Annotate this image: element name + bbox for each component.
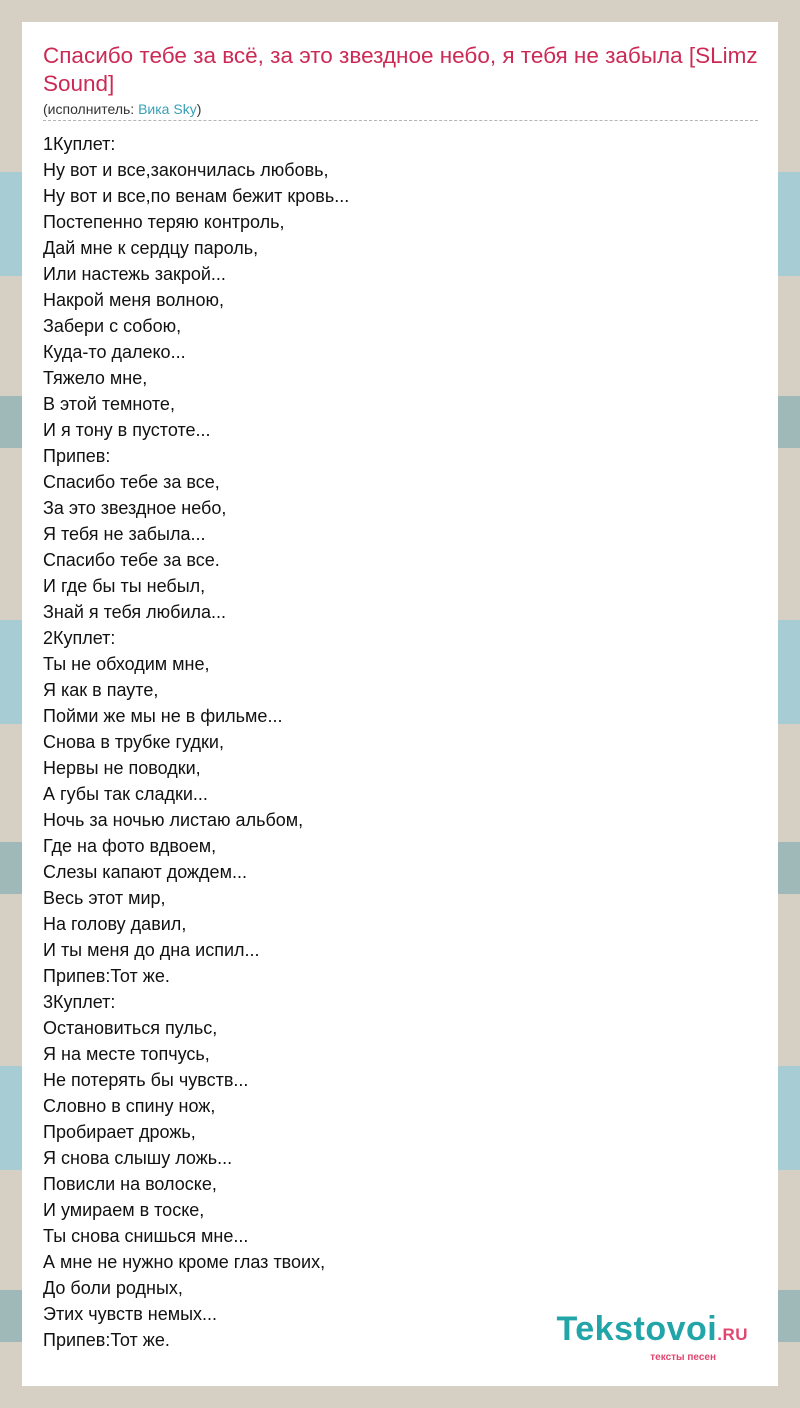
logo-tld: .RU [717, 1325, 748, 1344]
lyric-line: Я тебя не забыла... [43, 524, 206, 544]
lyric-line: Я снова слышу ложь... [43, 1148, 233, 1168]
lyrics-text [43, 131, 758, 1353]
lyrics-card [22, 22, 778, 1386]
lyric-line: Накрой меня волною, [43, 290, 224, 310]
logo-name: Tekstovoi [556, 1310, 718, 1348]
lyric-line: 2Куплет: [43, 628, 116, 648]
lyric-line: Припев: [43, 446, 111, 466]
lyric-line: И умираем в тоске, [43, 1200, 205, 1220]
lyric-line: И я тону в пустоте... [43, 420, 211, 440]
lyric-line: Где на фото вдвоем, [43, 836, 217, 856]
lyric-line: Ты снова снишься мне... [43, 1226, 249, 1246]
lyric-line: Ты не обходим мне, [43, 654, 210, 674]
lyric-line: Забери с собою, [43, 316, 182, 336]
artist-line [43, 100, 758, 121]
lyric-line: Этих чувств немых... [43, 1304, 218, 1324]
lyric-line: Знай я тебя любила... [43, 602, 227, 622]
lyric-line: За это звездное небо, [43, 498, 227, 518]
artist-prefix: (исполнитель: [43, 101, 139, 117]
lyric-line: Пойми же мы не в фильме... [43, 706, 283, 726]
lyric-line: В этой темноте, [43, 394, 175, 414]
lyric-line: Весь этот мир, [43, 888, 166, 908]
lyric-line: Куда-то далеко... [43, 342, 186, 362]
lyric-line: Припев:Тот же. [43, 1330, 170, 1350]
lyric-line: Нервы не поводки, [43, 758, 201, 778]
lyric-line: Дай мне к сердцу пароль, [43, 238, 259, 258]
lyric-line: 3Куплет: [43, 992, 116, 1012]
lyric-line: Спасибо тебе за все. [43, 550, 220, 570]
lyric-line: Я на месте топчусь, [43, 1044, 210, 1064]
lyric-line: Постепенно теряю контроль, [43, 212, 285, 232]
lyric-line: Снова в трубке гудки, [43, 732, 224, 752]
lyric-line: Повисли на волоске, [43, 1174, 217, 1194]
lyric-line: Тяжело мне, [43, 368, 148, 388]
lyric-line: Спасибо тебе за все, [43, 472, 220, 492]
lyric-line: Ну вот и все,по венам бежит кровь... [43, 186, 350, 206]
song-title: Спасибо тебе за всё, за это звездное небо, я тебя не забыла [SLimz Sound] [43, 43, 758, 96]
lyric-line: Слезы капают дождем... [43, 862, 247, 882]
lyric-line: Словно в спину нож, [43, 1096, 216, 1116]
lyric-line: А мне не нужно кроме глаз твоих, [43, 1252, 326, 1272]
lyric-line: До боли родных, [43, 1278, 183, 1298]
lyric-line: 1Куплет: [43, 134, 116, 154]
lyric-line: И где бы ты небыл, [43, 576, 206, 596]
artist-link[interactable]: Вика Sky [138, 101, 197, 117]
lyric-line: И ты меня до дна испил... [43, 940, 260, 960]
lyric-line: Не потерять бы чувств... [43, 1070, 249, 1090]
artist-suffix: ) [196, 101, 202, 117]
lyric-line: Ну вот и все,закончилась любовь, [43, 160, 329, 180]
lyric-line: Я как в пауте, [43, 680, 159, 700]
lyric-line: Остановиться пульс, [43, 1018, 218, 1038]
lyric-line: На голову давил, [43, 914, 187, 934]
lyric-line: Припев:Тот же. [43, 966, 170, 986]
lyric-line: Пробирает дрожь, [43, 1122, 196, 1142]
lyric-line: Или настежь закрой... [43, 264, 226, 284]
lyric-line: А губы так сладки... [43, 784, 208, 804]
lyric-line: Ночь за ночью листаю альбом, [43, 810, 304, 830]
logo-tagline: тексты песен [650, 1352, 716, 1363]
site-logo[interactable] [557, 1312, 748, 1364]
